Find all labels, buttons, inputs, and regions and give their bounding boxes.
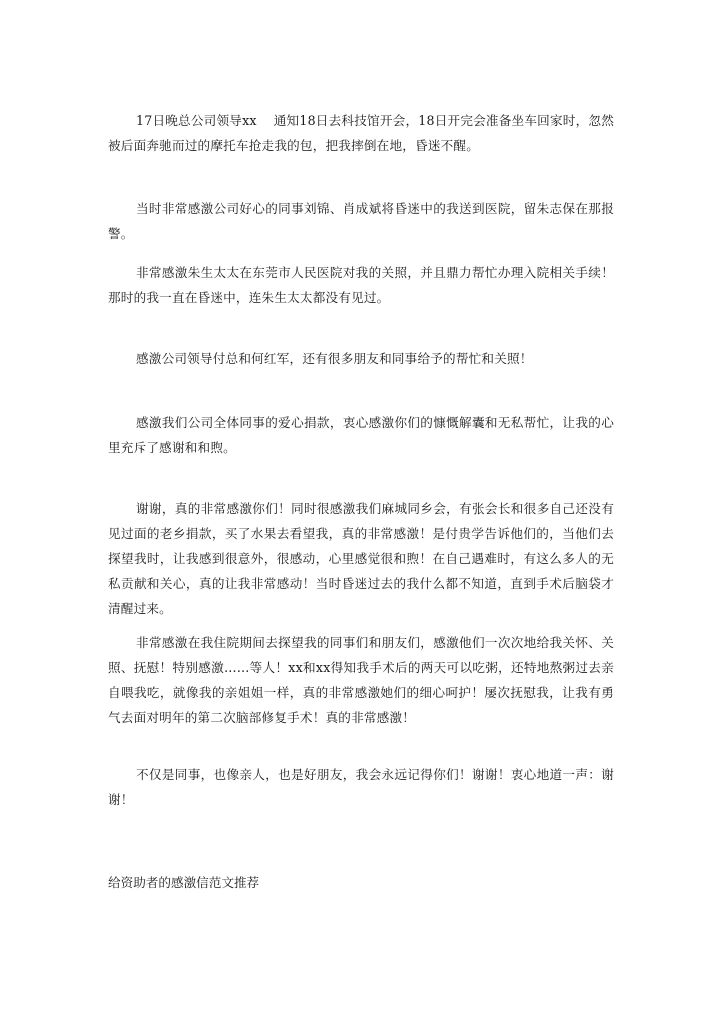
recommendation-heading: 给资助者的感激信范文推荐 [108,875,260,890]
paragraph-8: 不仅是同事，也像亲人，也是好朋友，我会永远记得你们！谢谢！衷心地道一声：谢谢！ [108,767,614,807]
paragraph-1: 17日晚总公司领导xx 通知18日去科技馆开会，18日开完会准备坐车回家时，忽然被后面奔驰而过的摩托车抢走我的包，把我摔倒在地，昏迷不醒。 [108,113,614,153]
paragraph-4: 感激公司领导付总和何红军，还有很多朋友和同事给予的帮忙和关照！ [136,351,533,366]
paragraph-6: 谢谢，真的非常感激你们！同时很感激我们麻城同乡会，有张会长和很多自己还没有见过面的老乡捐款，买了水果去看望我，真的非常感激！是付贵学告诉他们的，当他们去探望我时，让我感到很意外，很感动，心里感觉很和煦！在自己遇难时，有这么多人的无私贡献和关心，真的让我非常感动！当时昏迷过去的我什么都不知道，直到手术后脑袋才清醒过来。 [108,501,614,616]
paragraph-5: 感激我们公司全体同事的爱心捐款，衷心感激你们的慷慨解囊和无私帮忙，让我的心里充斥了感谢和和煦。 [108,415,614,455]
paragraph-2: 当时非常感激公司好心的同事刘锦、肖成斌将昏迷中的我送到医院，留朱志保在那报警。 [108,201,614,241]
paragraph-3: 非常感激朱生太太在东莞市人民医院对我的关照，并且鼎力帮忙办理入院相关手续！那时的我一直在昏迷中，连朱生太太都没有见过。 [108,265,614,305]
paragraph-7: 非常感激在我住院期间去探望我的同事们和朋友们，感激他们一次次地给我关怀、关照、抚慰！特别感激……等人！xx和xx得知我手术后的两天可以吃粥，还特地熬粥过去亲自喂我吃，就像我的亲姐姐一样，真的非常感激她们的细心呵护！屡次抚慰我，让我有勇气去面对明年的第二次脑部修复手术！真的非常感激！ [108,635,614,725]
